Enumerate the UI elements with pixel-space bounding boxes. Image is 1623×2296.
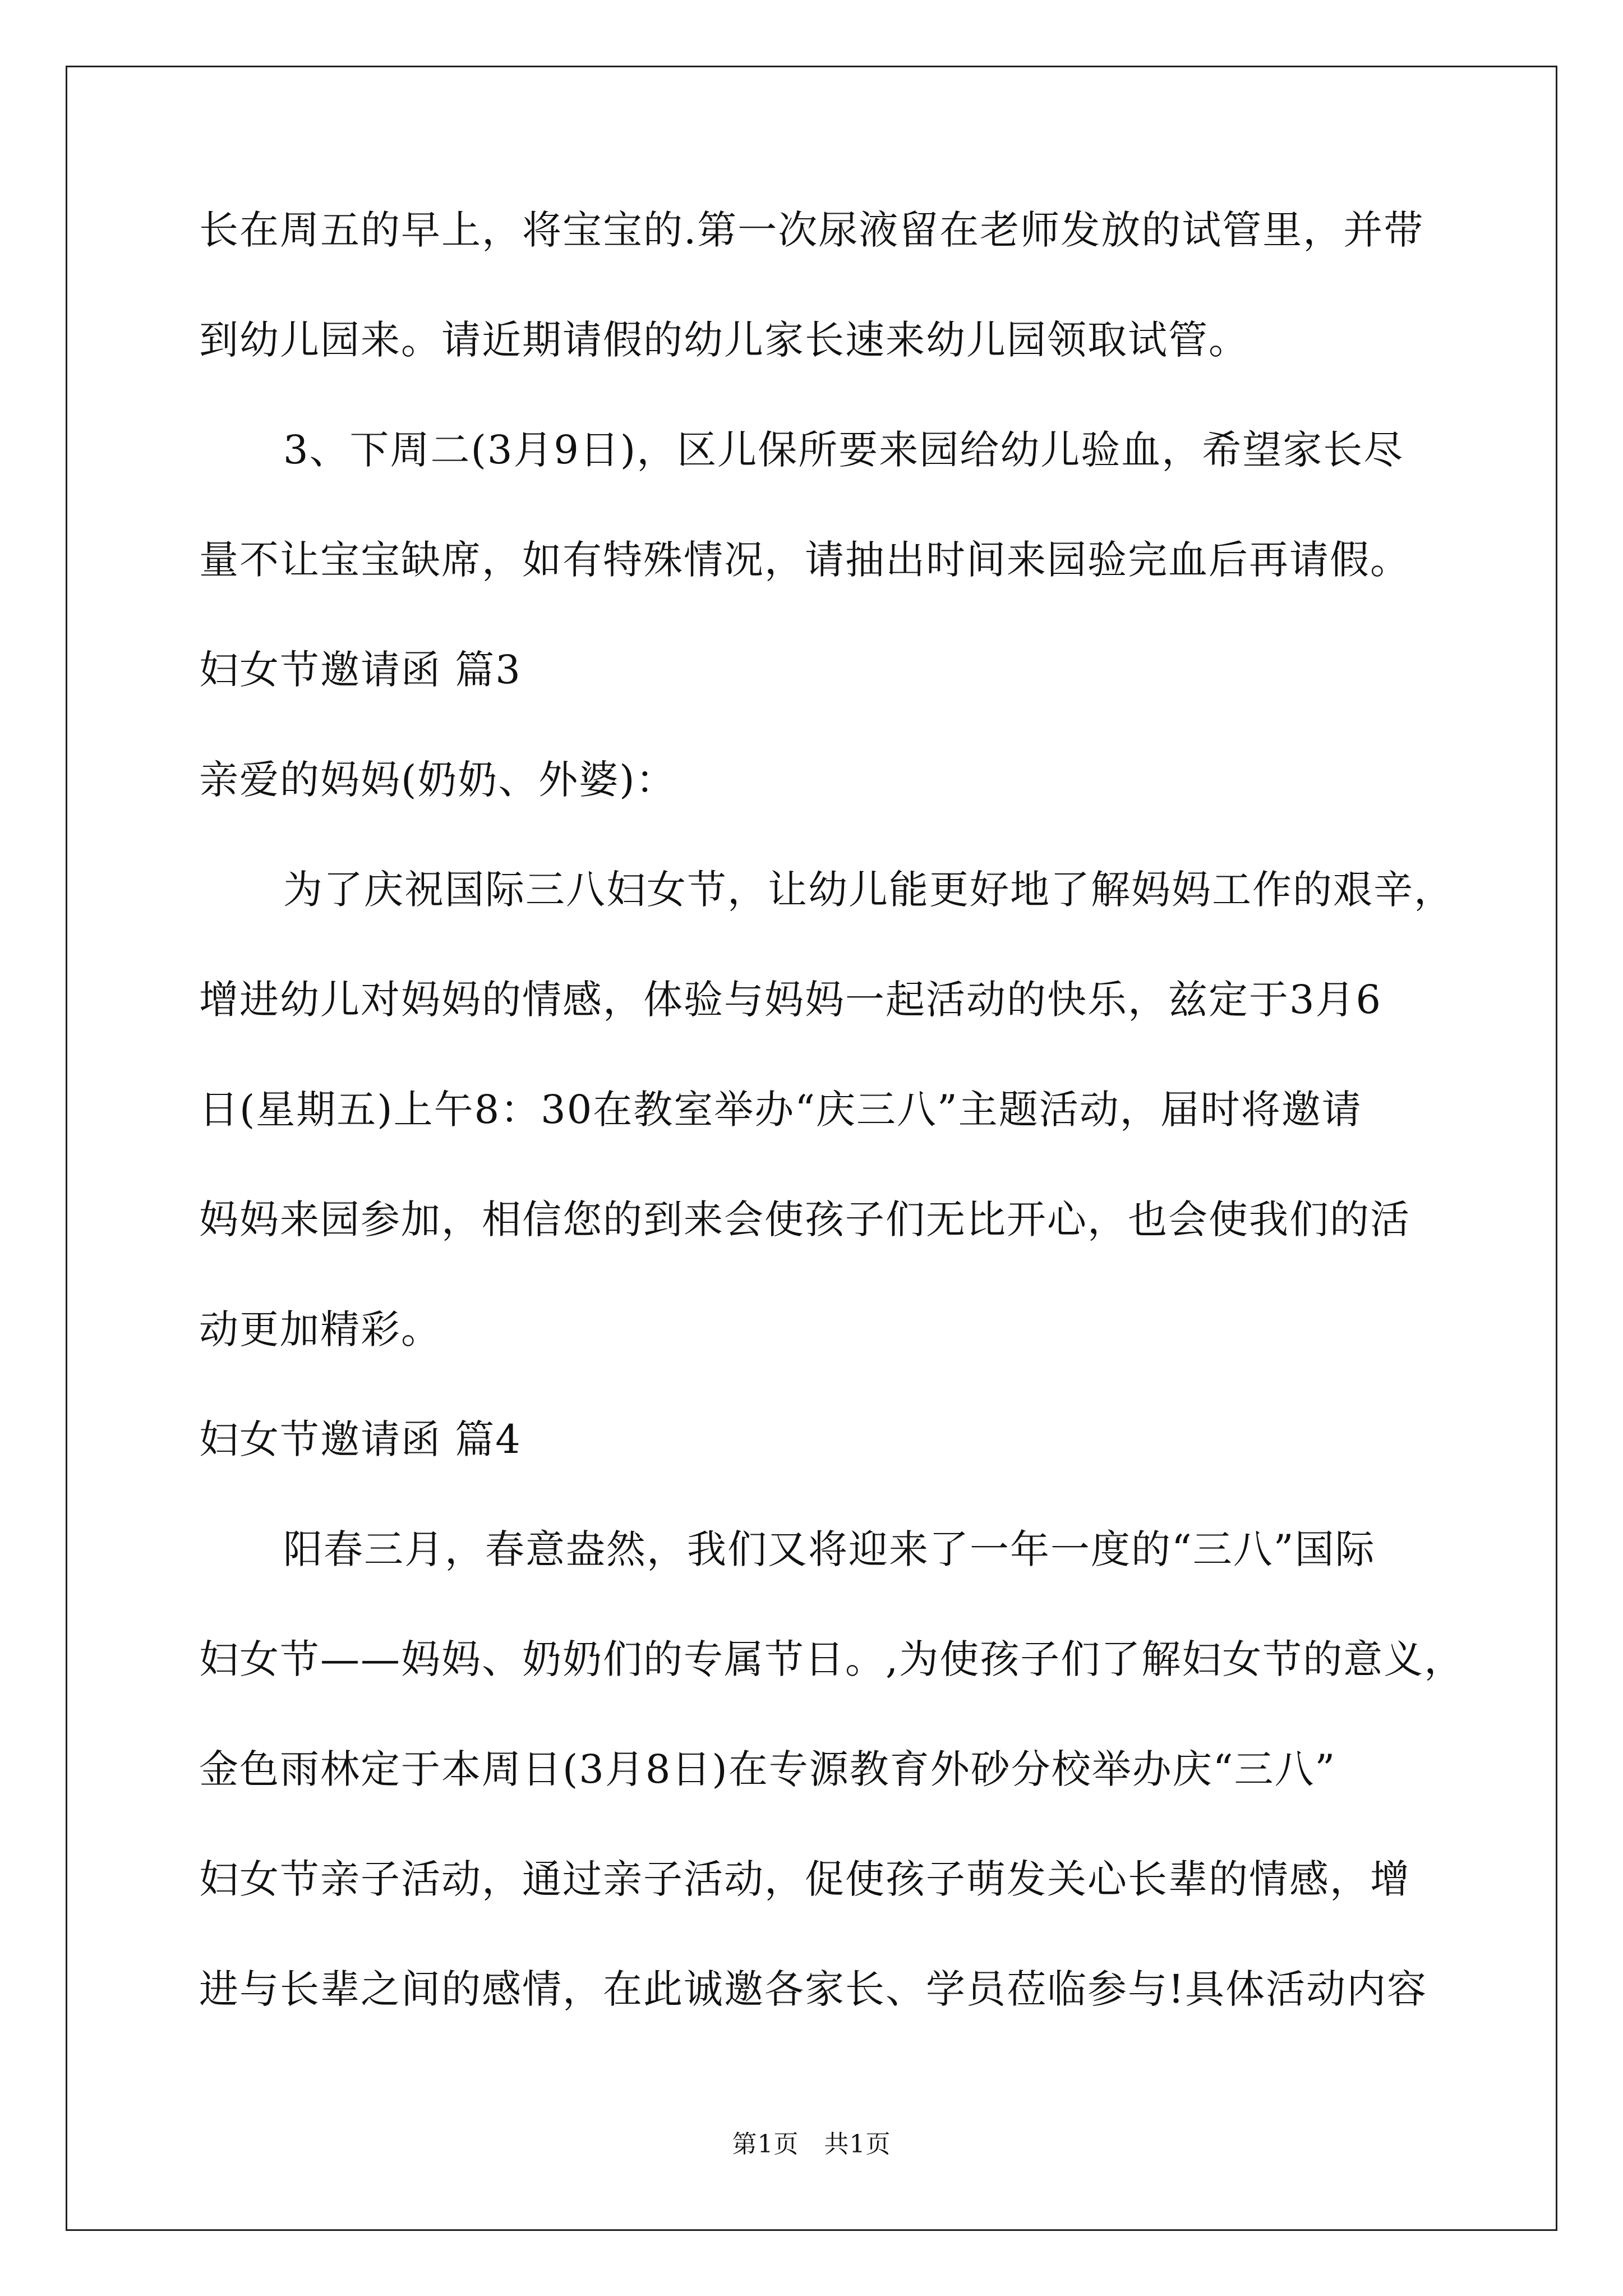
text-line: 阳春三月，春意盎然，我们又将迎来了一年一度的“三八”国际 [283, 1526, 1376, 1572]
text-line: 妇女节——妈妈、奶奶们的专属节日。,为使孩子们了解妇女节的意义， [199, 1636, 1465, 1682]
section-heading: 妇女节邀请函 篇4 [199, 1416, 522, 1462]
text-line: 日(星期五)上午8：30在教室举办“庆三八”主题活动，届时将邀请 [199, 1087, 1362, 1133]
text-line: 量不让宝宝缺席，如有特殊情况，请抽出时间来园验完血后再请假。 [199, 537, 1410, 583]
text-line: 为了庆祝国际三八妇女节，让幼儿能更好地了解妈妈工作的艰辛， [283, 867, 1454, 913]
text-line: 妈妈来园参加，相信您的到来会使孩子们无比开心，也会使我们的活 [199, 1197, 1410, 1243]
text-line: 妇女节亲子活动，通过亲子活动，促使孩子萌发关心长辈的情感，增 [199, 1856, 1410, 1902]
text-line: 金色雨林定于本周日(3月8日)在专源教育外砂分校举办庆“三八” [199, 1746, 1336, 1792]
page-border [66, 66, 1557, 2231]
text-line: 到幼儿园来。请近期请假的幼儿家长速来幼儿园领取试管。 [199, 317, 1249, 363]
text-line: 进与长辈之间的感情，在此诚邀各家长、学员莅临参与!具体活动内容 [199, 1966, 1428, 2012]
section-heading: 妇女节邀请函 篇3 [199, 647, 522, 693]
salutation: 亲爱的妈妈(奶奶、外婆)： [199, 757, 676, 803]
page-footer: 第1页 共1页 [732, 2130, 891, 2159]
text-line: 增进幼儿对妈妈的情感，体验与妈妈一起活动的快乐，兹定于3月6 [199, 977, 1382, 1023]
text-line: 3、下周二(3月9日)，区儿保所要来园给幼儿验血，希望家长尽 [283, 427, 1404, 473]
text-line: 动更加精彩。 [199, 1306, 441, 1352]
text-line: 长在周五的早上，将宝宝的.第一次尿液留在老师发放的试管里，并带 [199, 207, 1424, 253]
